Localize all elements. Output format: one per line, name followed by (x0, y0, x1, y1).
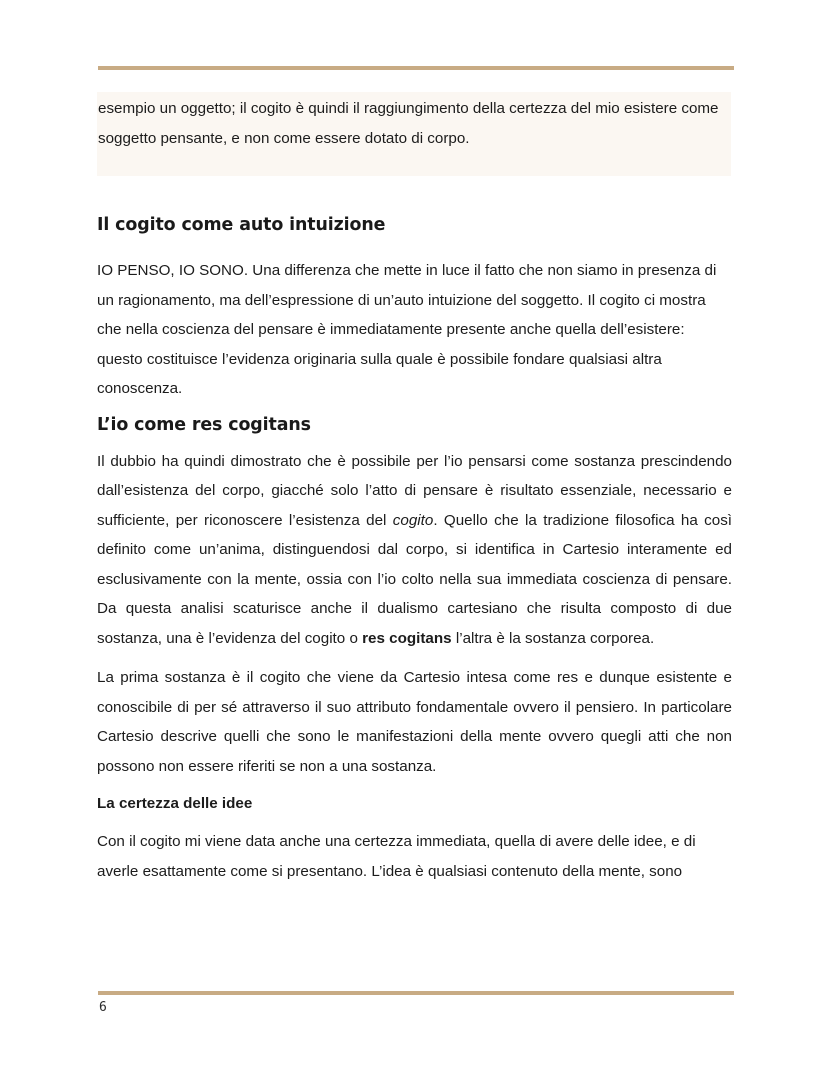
paragraph-dubbio (97, 447, 732, 654)
paragraph-prima-sostanza: La prima sostanza è il cogito che viene da Cartesio intesa come res e dunque esistente e conoscibile di per sé attraverso il suo attributo fondamentale ovvero il pensiero. In particolare Cartesio descrive quelli che sono le manifestazioni della mente ovvero quegli atti che non possono non essere riferiti se non a una sostanza. (97, 669, 732, 775)
res-cogitans-bold: res cogitans (362, 629, 452, 647)
paragraph-certezza: Con il cogito mi viene data anche una certezza immediata, quella di avere delle idee, e di averle esattamente come si presentano. L’idea è qualsiasi contenuto della mente, sono (97, 833, 696, 880)
paragraph-dubbio-text-2: . Quello che la tradizione filosofica ha così definito come un’anima, distinguendosi dal corpo, si identifica in Cartesio interamente ed esclusivamente con la mente, ossia con l’io colto nella sua immediata coscienza di pensare. Da questa analisi scaturisce anche il dualismo cartesiano che risulta composto di due sostanza, una è l’evidenza del cogito o (97, 511, 733, 647)
callout-text: esempio un oggetto; il cogito è quindi il raggiungimento della certezza del mio esistere come soggetto pensante, e non come essere dotato di corpo. (98, 100, 719, 147)
quote-callout (97, 92, 731, 176)
footer-rule (98, 991, 734, 995)
paragraph-intuizione: IO PENSO, IO SONO. Una differenza che mette in luce il fatto che non siamo in presenza di un ragionamento, ma dell’espressione di un’auto intuizione del soggetto. Il cogito ci mostra che nella coscienza del pensare è immediatamente presente anche quella dell’esistere: questo costituisce l’evidenza originaria sulla quale è possibile fondare qualsiasi altra conoscenza. (97, 262, 717, 397)
paragraph-dubbio-text-3: l’altra è la sostanza corporea. (451, 629, 655, 647)
heading-res-cogitans: L’io come res cogitans (97, 414, 311, 435)
paragraph-dubbio-text-1: Il dubbio ha quindi dimostrato che è possibile per l’io pensarsi come sostanza prescindendo dall’esistenza del corpo, giacché solo l’atto di pensare è risultato essenziale, necessario e sufficiente, per riconoscere l’esistenza del (97, 452, 732, 529)
heading-cogito-intuizione: Il cogito come auto intuizione (97, 215, 386, 235)
page-content (97, 208, 732, 886)
header-rule (98, 66, 734, 70)
cogito-italic: cogito (392, 511, 434, 529)
page-number: 6 (99, 1000, 107, 1015)
heading-certezza-idee: La certezza delle idee (97, 795, 253, 812)
